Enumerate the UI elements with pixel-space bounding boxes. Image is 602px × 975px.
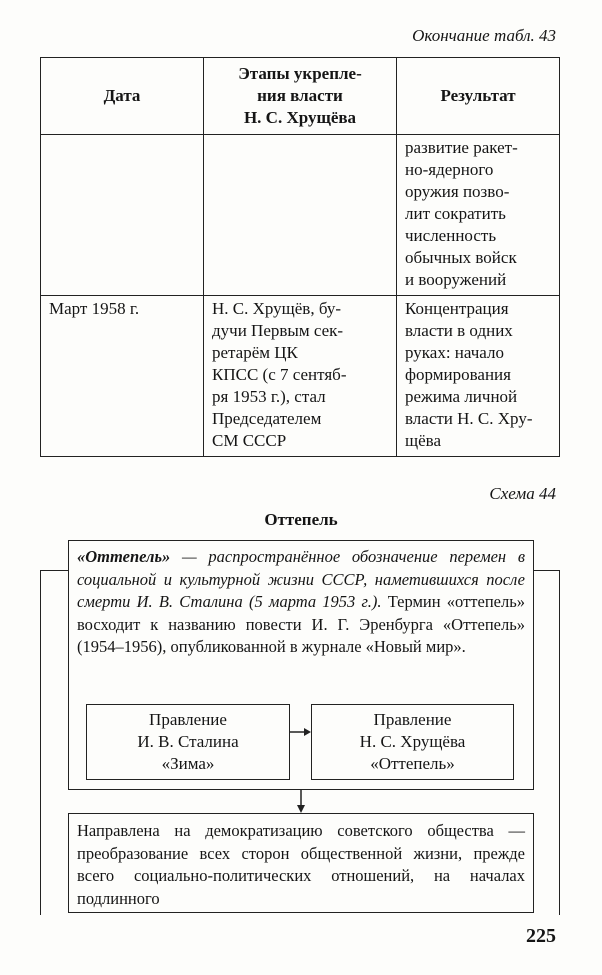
box-line: Правление <box>149 710 227 729</box>
definition-regular: Термин «оттепель» восходит к названию повести И. Г. Эренбурга «Оттепель» (1954–1956), опубликованной в журнале «Новый мир». <box>77 592 525 657</box>
table-header-row <box>41 58 560 135</box>
header-stages: Этапы укрепле- ния власти Н. С. Хрущёва <box>204 58 397 135</box>
table-cell <box>204 135 397 296</box>
power-stages-table <box>40 57 560 457</box>
table-row <box>41 296 560 457</box>
box-line: И. В. Сталина <box>137 732 239 751</box>
table-cell: Н. С. Хрущёв, бу- дучи Первым сек- ретарём ЦК КПСС (с 7 сентяб- ря 1953 г.), стал Председателем СМ СССР <box>204 296 397 457</box>
frame-line <box>40 570 41 915</box>
box-line: Н. С. Хрущёва <box>359 732 466 751</box>
scheme-caption: Схема 44 <box>489 484 556 503</box>
box-line: «Оттепель» <box>370 754 455 773</box>
table-cell: Март 1958 г. <box>41 296 204 457</box>
stalin-rule-box <box>86 704 290 780</box>
result-box <box>68 813 534 913</box>
header-result: Результат <box>397 58 560 135</box>
result-text: Направлена на демократизацию советского общества — преобразование всех сторон общественной жизни, прежде всего социально-политических отношений, на началах подлинного <box>77 821 525 908</box>
table-cell: Концентрация власти в одних руках: начало формирования режима личной власти Н. С. Хру- щёва <box>397 296 560 457</box>
box-line: Правление <box>373 710 452 729</box>
header-date: Дата <box>41 58 204 135</box>
definition-text <box>77 546 525 659</box>
frame-line <box>534 570 560 571</box>
definition-italic: — распространённое обозначение перемен в социальной и культурной жизни СССР, наметившихся после смерти И. В. Сталина (5 марта 1953 г.). <box>77 547 525 612</box>
frame-line <box>559 570 560 915</box>
box-line: «Зима» <box>161 754 215 773</box>
continuation-caption: Окончание табл. 43 <box>412 26 556 45</box>
khrushchev-rule-box <box>311 704 514 780</box>
frame-line <box>40 570 68 571</box>
table-cell: развитие ракет- но-ядерного оружия позво- лит сократить численность обычных войск и вооружений <box>397 135 560 296</box>
scheme-title: Оттепель <box>264 510 338 529</box>
page-number: 225 <box>526 925 556 947</box>
table-row <box>41 135 560 296</box>
term: «Оттепель» <box>77 547 171 566</box>
table-cell <box>41 135 204 296</box>
arrow-right-icon <box>290 725 312 739</box>
arrow-down-icon <box>294 790 308 814</box>
